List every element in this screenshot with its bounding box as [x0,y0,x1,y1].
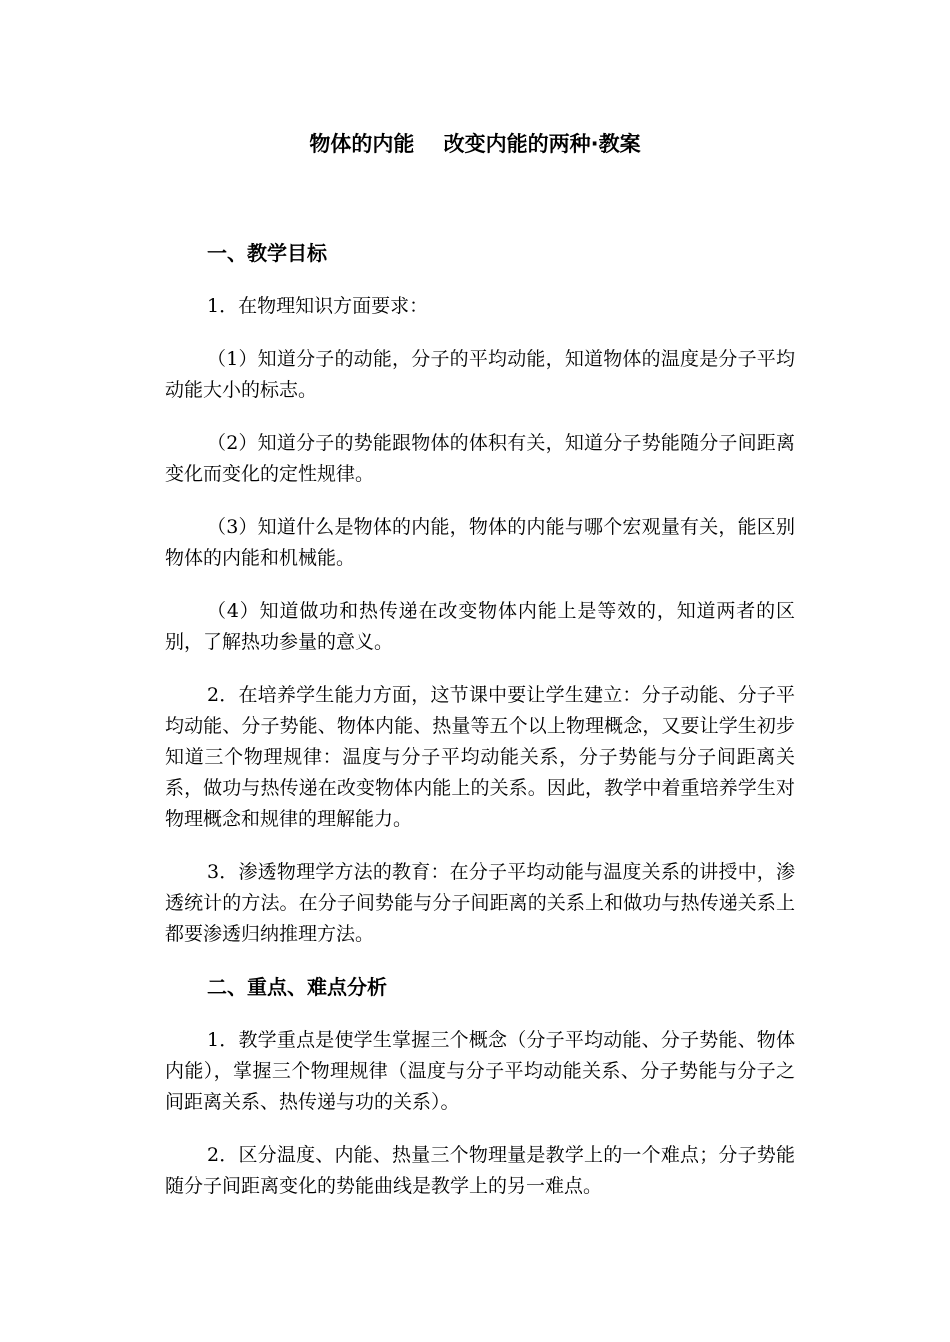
paragraph: （2）知道分子的势能跟物体的体积有关，知道分子势能随分子间距离变化而变化的定性规律。 [165,432,795,485]
section-heading: 一、教学目标 [207,241,327,265]
paragraph: （4）知道做功和热传递在改变物体内能上是等效的，知道两者的区别，了解热功参量的意义。 [165,600,795,653]
paragraph: （3）知道什么是物体的内能，物体的内能与哪个宏观量有关，能区别物体的内能和机械能。 [165,516,795,569]
document-body [165,238,795,1224]
paragraph: 2．在培养学生能力方面，这节课中要让学生建立：分子动能、分子平均动能、分子势能、物体内能、热量等五个以上物理概念，又要让学生初步知道三个物理规律：温度与分子平均动能关系，分子势能与分子间距离关系，做功与热传递在改变物体内能上的关系。因此，教学中着重培养学生对物理概念和规律的理解能力。 [165,684,795,830]
paragraph: 1．教学重点是使学生掌握三个概念（分子平均动能、分子势能、物体内能），掌握三个物理规律（温度与分子平均动能关系、分子势能与分子之间距离关系、热传递与功的关系）。 [165,1029,795,1113]
paragraph: 2．区分温度、内能、热量三个物理量是教学上的一个难点；分子势能随分子间距离变化的势能曲线是教学上的另一难点。 [165,1144,795,1197]
section-key-points [165,972,795,1202]
paragraph: 3．渗透物理学方法的教育：在分子平均动能与温度关系的讲授中，渗透统计的方法。在分子间势能与分子间距离的关系上和做功与热传递关系上都要渗透归纳推理方法。 [165,861,795,945]
paragraph: （1）知道分子的动能，分子的平均动能，知道物体的温度是分子平均动能大小的标志。 [165,348,795,401]
section-heading: 二、重点、难点分析 [207,975,387,999]
paragraph: 1．在物理知识方面要求： [207,295,429,317]
section-teaching-goals [165,238,795,950]
document-title: 物体的内能 改变内能的两种·教案 [309,132,641,156]
